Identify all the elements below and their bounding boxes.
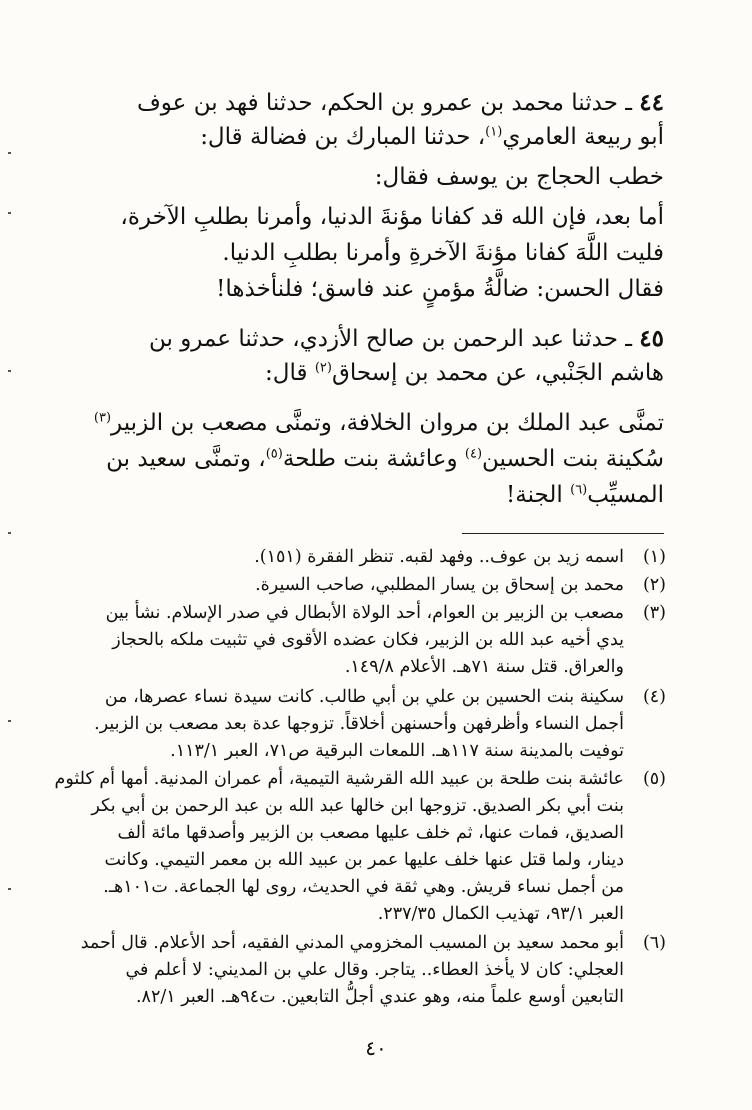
scan-mark xyxy=(8,152,11,154)
footnote-ref[interactable]: (٤) xyxy=(464,446,483,462)
footnote-line: اسمه زيد بن عوف.. وفهد لقبه. تنظر الفقرة (١٥١). xyxy=(254,547,624,567)
footnote-number: (٦) xyxy=(642,933,666,953)
text-line: سُكينة بنت الحسين$^{(٤)}$ وعائشة بنت طلحة$^{(٥)}$، وتمنَّى سعيد بن xyxy=(106,446,664,472)
footnote-separator xyxy=(462,533,664,534)
footnote-number: (٣) xyxy=(642,603,666,623)
footnote-ref[interactable]: (٢) xyxy=(314,360,332,376)
text-line: ٤٤ ـ حدثنا محمد بن عمرو بن الحكم، حدثنا فهد بن عوف xyxy=(136,89,664,116)
footnote-line: أجمل النساء وأظرفهن وأحسنهن أخلاقاً. تزوجها عدة بعد مصعب بن الزبير. xyxy=(94,714,624,734)
footnote-line: والعراق. قتل سنة ٧١هـ. الأعلام ١٤٩/٨. xyxy=(344,657,624,677)
text-line: فقال الحسن: ضالَّةُ مؤمنٍ عند فاسق؛ فلنأخذها! xyxy=(216,276,664,302)
footnote-line: محمد بن إسحاق بن يسار المطلبي، صاحب السيرة. xyxy=(255,575,624,595)
footnote-ref[interactable]: (٦) xyxy=(570,482,588,498)
footnote-ref[interactable]: (٣) xyxy=(93,410,112,426)
scan-mark xyxy=(8,370,11,372)
text-line: أبو ربيعة العامري$^{(١)}$، حدثنا المبارك بن فضالة قال: xyxy=(200,124,664,150)
footnote-line: الصديق، فمات عنها، ثم خلف عليها مصعب بن الزبير وأصدقها مائة ألف xyxy=(117,823,624,843)
footnote-number: (١) xyxy=(642,547,666,567)
page-number: ٤٠ xyxy=(365,1036,387,1060)
footnote-line: مصعب بن الزبير بن العوام، أحد الولاة الأبطال في صدر الإسلام. نشأ بين xyxy=(105,603,624,623)
entry-number: ٤٥ xyxy=(639,325,664,352)
footnote-number: (٤) xyxy=(642,687,666,707)
entry-number: ٤٤ xyxy=(639,89,664,116)
text-line: هاشم الجَنْبي، عن محمد بن إسحاق$^{(٢)}$ قال: xyxy=(265,360,664,386)
footnote-line: العبر ٩٣/١، تهذيب الكمال ٢٣٧/٣٥. xyxy=(377,904,624,924)
footnote-line: التابعين أوسع علماً منه، وهو عندي أجلُّ التابعين. ت٩٤هـ. العبر ٨٢/١. xyxy=(135,987,624,1007)
footnote-number: (٢) xyxy=(642,575,666,595)
footnote-line: توفيت بالمدينة سنة ١١٧هـ. اللمعات البرقية ص٧١، العبر ١١٣/١. xyxy=(170,741,624,761)
footnote-line: سكينة بنت الحسين بن علي بن أبي طالب. كانت سيدة نساء عصرها، من xyxy=(104,687,624,707)
scan-mark xyxy=(8,888,11,890)
footnote-ref[interactable]: (٥) xyxy=(265,446,283,462)
footnote-line: العجلي: كان لا يأخذ العطاء.. يتاجر. وقال علي بن المديني: لا أعلم في xyxy=(125,960,624,980)
text-line: المسيِّب$^{(٦)}$ الجنة! xyxy=(506,482,664,508)
text-line: تمنَّى عبد الملك بن مروان الخلافة، وتمنَّى مصعب بن الزبير$^{(٣)}$ xyxy=(93,410,664,436)
text-line: خطب الحجاج بن يوسف فقال: xyxy=(374,164,664,190)
footnote-line: دينار، ولما قتل عنها خلف عليها عمر بن عبيد الله بن معمر التيمي. وكانت xyxy=(104,850,624,870)
footnote-line: يدي أخيه عبد الله بن الزبير، فكان عضده الأقوى في تثبيت ملكه بالحجاز xyxy=(112,630,624,650)
footnote-ref[interactable]: (١) xyxy=(485,124,503,140)
scan-mark xyxy=(8,720,11,722)
scan-mark xyxy=(8,532,11,534)
footnote-line: من أجمل نساء قريش. وهي ثقة في الحديث، روى لها الجماعة. ت١٠١هـ. xyxy=(103,877,624,897)
footnote-number: (٥) xyxy=(642,769,666,789)
text-line: أما بعد، فإن الله قد كفانا مؤنةَ الدنيا، وأمرنا بطلبِ الآخرة، xyxy=(120,204,664,230)
scan-mark xyxy=(8,212,11,214)
footnote-line: بنت أبي بكر الصديق. تزوجها ابن خالها عبد الله بن عبد الرحمن بن أبي بكر xyxy=(91,796,624,816)
text-line: فليت اللَّهَ كفانا مؤنةَ الآخرةِ وأمرنا بطلبِ الدنيا. xyxy=(222,240,664,266)
footnote-line: أبو محمد سعيد بن المسيب المخزومي المدني الفقيه، أحد الأعلام. قال أحمد xyxy=(80,933,624,953)
text-line: ٤٥ ـ حدثنا عبد الرحمن بن صالح الأزدي، حدثنا عمرو بن xyxy=(148,325,664,352)
footnote-line: عائشة بنت طلحة بن عبيد الله القرشية التيمية، أم عمران المدنية. أمها أم كلثوم xyxy=(54,769,624,789)
